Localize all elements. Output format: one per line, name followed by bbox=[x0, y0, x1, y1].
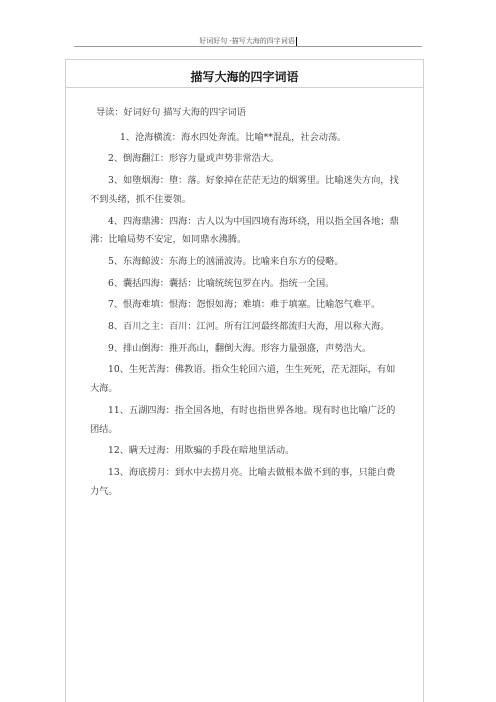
running-header bbox=[0, 36, 496, 46]
list-item: 6、囊括四海：囊括：比喻统统包罗在内。指统一全国。 bbox=[108, 277, 335, 289]
list-item: 1、沧海横流：海水四处奔流。比喻**混乱，社会动荡。 bbox=[120, 131, 347, 143]
running-header-text: 好词好句 -描写大海的四字词语 bbox=[199, 37, 295, 45]
list-item: 2、倒海翻江：形容力量或声势非常浩大。 bbox=[108, 153, 280, 165]
list-item: 13、海底捞月：到水中去捞月亮。比喻去做根本做不到的事，只能白费力气。 bbox=[90, 466, 396, 497]
list-item: 12、瞒天过海：用欺骗的手段在暗地里活动。 bbox=[108, 445, 295, 457]
intro-paragraph: 导读：好词好句 描写大海的四字词语 bbox=[96, 107, 246, 118]
list-item: 3、如堕烟海：堕：落。好象掉在茫茫无边的烟雾里。比喻迷失方向，找不到头绪，抓不住要领。 bbox=[90, 175, 399, 205]
document-frame bbox=[65, 59, 424, 702]
document-body bbox=[90, 104, 404, 501]
list-item: 10、生死苦海：佛教语。指众生轮回六道，生生死死，茫无涯际，有如大海。 bbox=[90, 364, 396, 395]
list-item: 9、排山倒海：推开高山，翻倒大海。形容力量强盛，声势浩大。 bbox=[108, 342, 372, 354]
list-item: 11、五湖四海：指全国各地，有时也指世界各地。现有时也比喻广泛的团结。 bbox=[90, 404, 396, 435]
text-cursor bbox=[296, 37, 297, 46]
list-item: 8、百川之主：百川：江河。所有江河最终都流归大海，用以称大海。 bbox=[108, 321, 390, 333]
list-item: 5、东海鲸波：东海上的汹涌波涛。比喻来自东方的侵略。 bbox=[108, 255, 344, 267]
title-row bbox=[66, 60, 423, 88]
document-title: 描写大海的四字词语 bbox=[190, 70, 299, 84]
list-item: 4、四海鼎沸：四海：古人以为中国四境有海环绕，用以指全国各地；鼎沸：比喻局势不安定，如同鼎水沸腾。 bbox=[90, 215, 399, 246]
header-divider bbox=[74, 46, 422, 47]
list-item: 7、恨海难填：恨海：怨恨如海；难填：难于填塞。比喻怨气难平。 bbox=[108, 299, 381, 311]
